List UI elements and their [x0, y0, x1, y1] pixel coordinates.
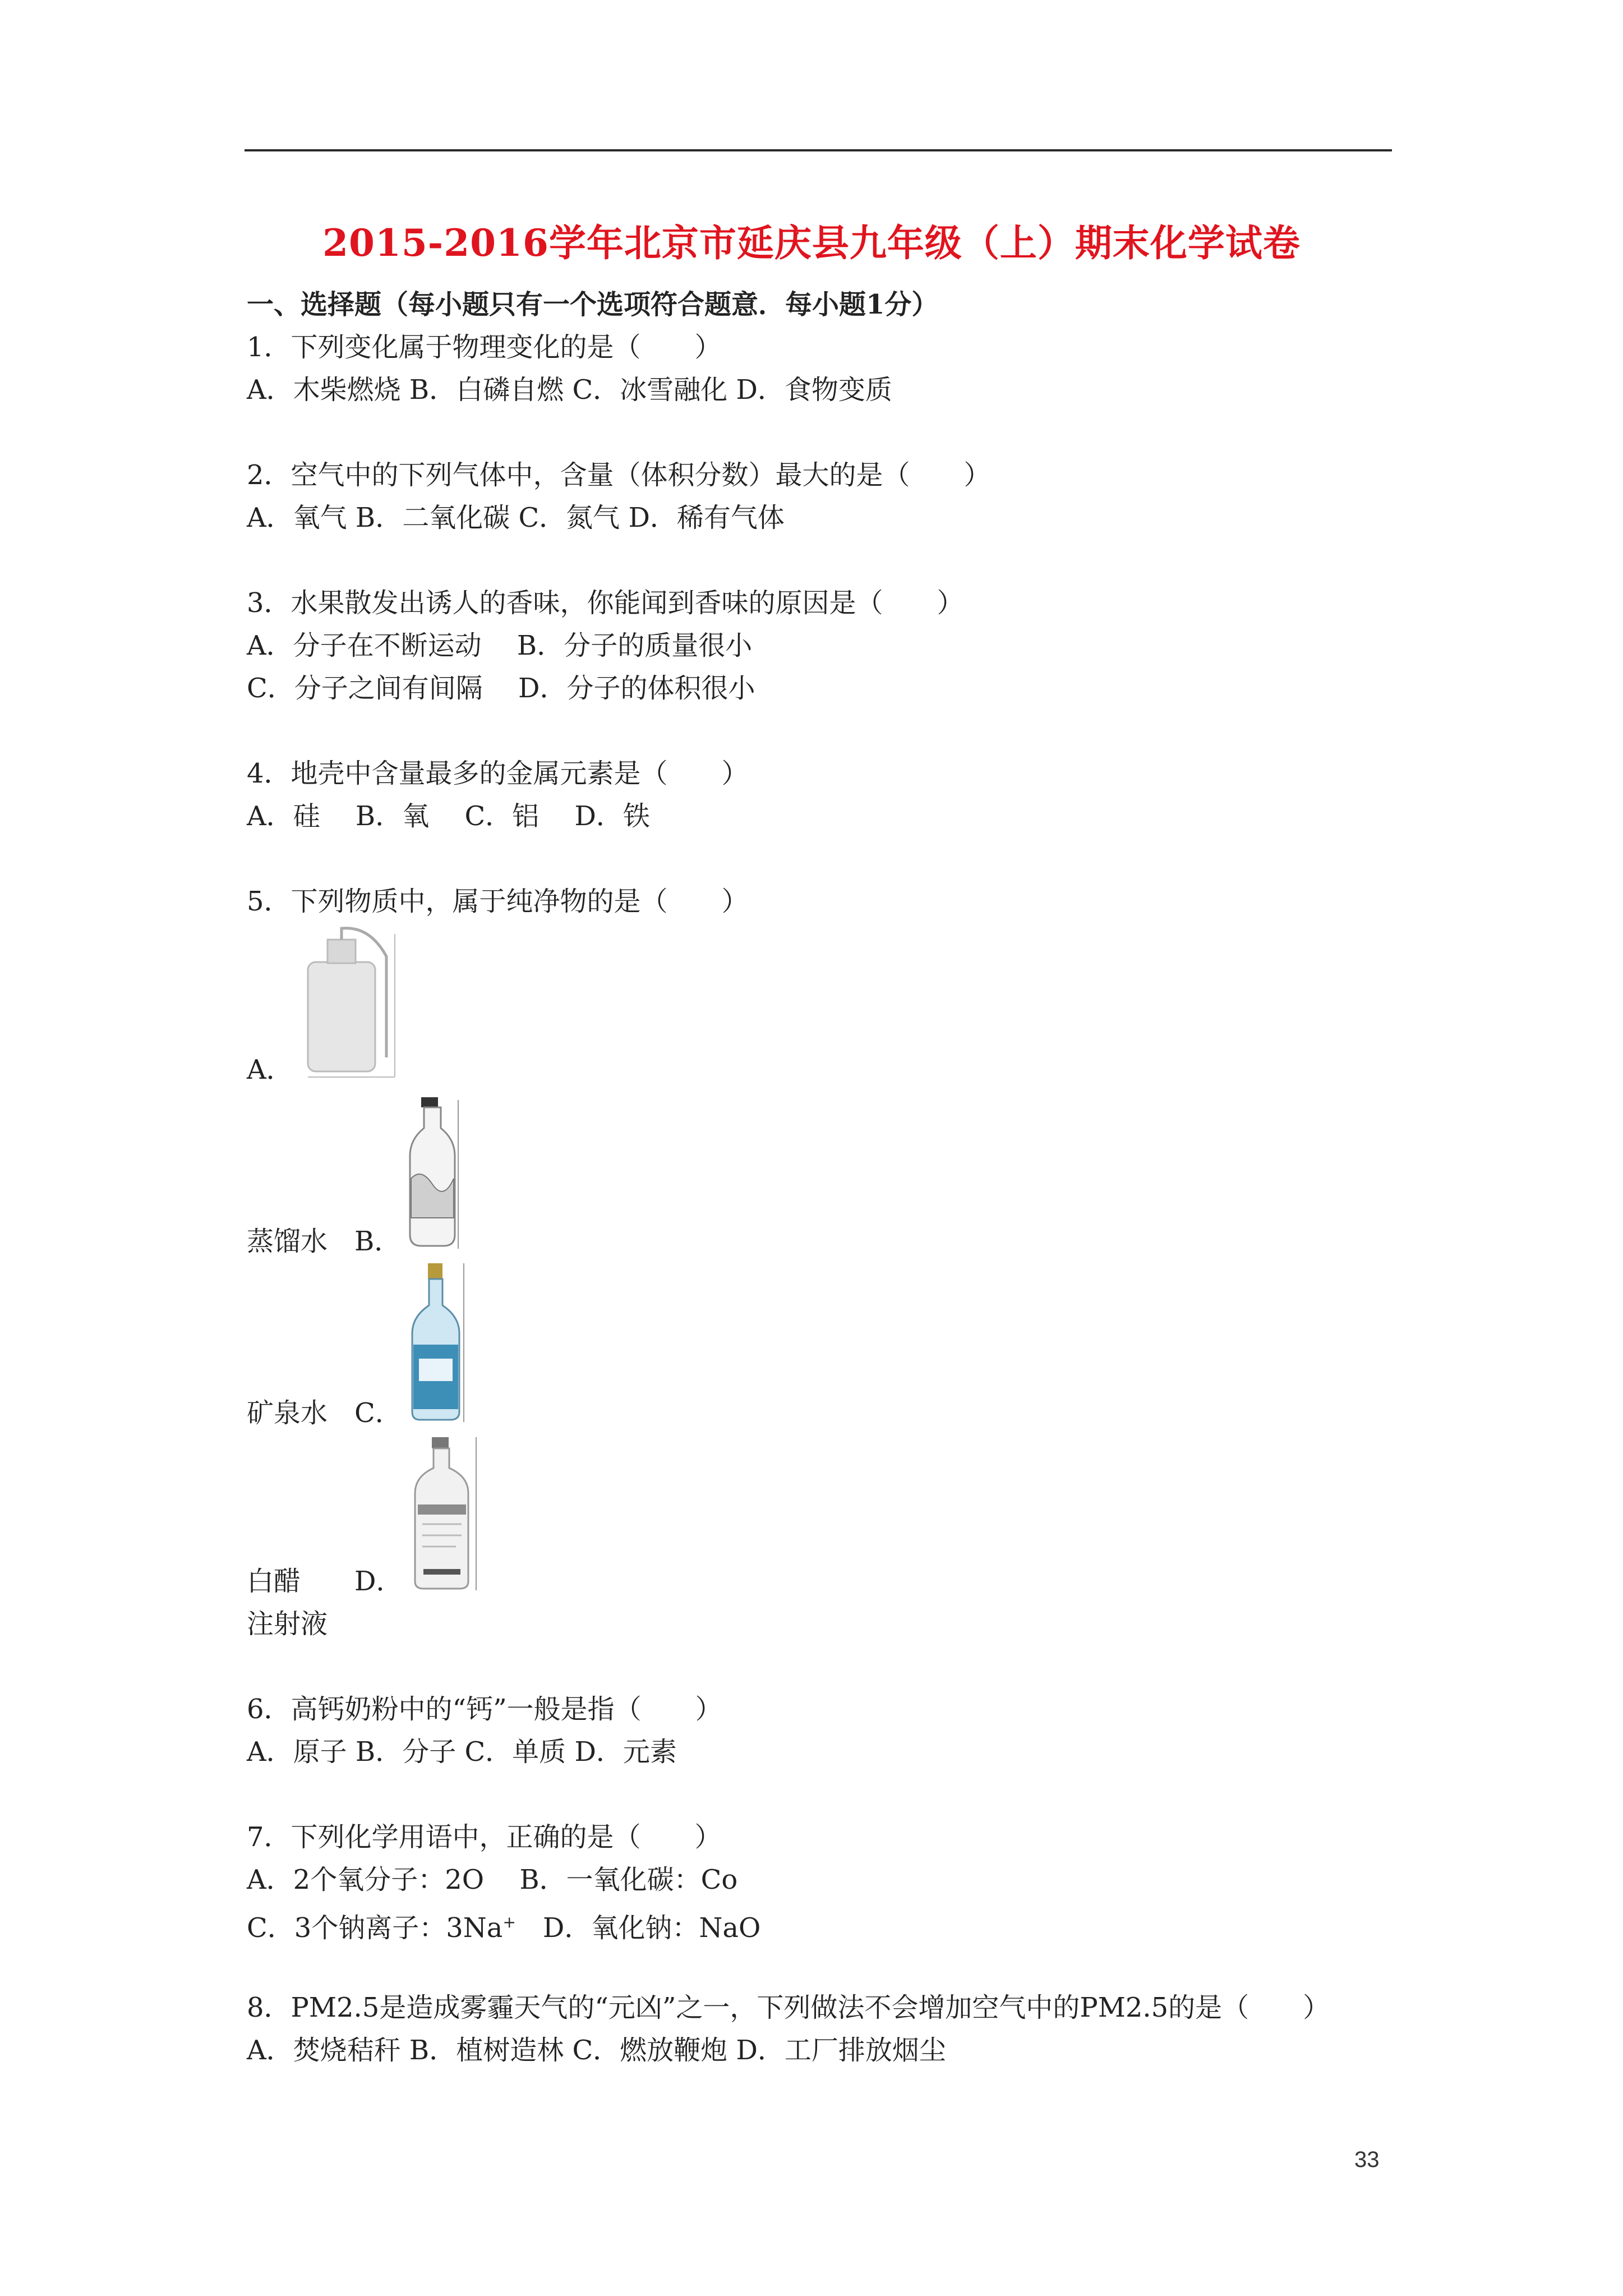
option-label: A． — [247, 1054, 293, 1085]
question-5-option-d — [247, 1434, 1396, 1603]
question-5-stem: 5．下列物质中，属于纯净物的是（ ） — [247, 886, 749, 917]
question-7-options-cd — [247, 1901, 1396, 1944]
page-title: 2015-2016学年北京市延庆县九年级（上）期末化学试卷 — [322, 221, 1301, 265]
question-1-stem: 1．下列变化属于物理变化的是（ ） — [247, 332, 722, 363]
question-7-options-ab: A．2个氧分子：2O B．一氧化碳：Co — [247, 1864, 738, 1895]
option-label: 白醋 D． — [247, 1566, 403, 1597]
question-1-options: A．木柴燃烧 B．白磷自燃 C．冰雪融化 D．食物变质 — [247, 374, 892, 406]
question-3-options-ab: A．分子在不断运动 B．分子的质量很小 — [247, 630, 753, 661]
question-5-option-a — [247, 923, 1396, 1091]
option-label: 矿泉水 C． — [247, 1397, 402, 1429]
question-3-stem: 3．水果散发出诱人的香味，你能闻到香味的原因是（ ） — [247, 587, 964, 619]
question-4-stem: 4．地壳中含量最多的金属元素是（ ） — [247, 758, 749, 789]
question-6-stem: 6．高钙奶粉中的“钙”一般是指（ ） — [247, 1694, 722, 1725]
question-5-option-d-label: 注射液 — [247, 1608, 328, 1640]
page-number: 33 — [1354, 2147, 1380, 2172]
ion-charge: + — [502, 1913, 516, 1931]
question-8-stem: 8．PM2.5是造成雾霾天气的“元凶”之一，下列做法不会增加空气中的PM2.5的是（ ） — [247, 1992, 1330, 2023]
question-5-option-c — [247, 1263, 1396, 1434]
water-bottle-icon — [404, 1094, 460, 1251]
question-4-options: A．硅 B．氧 C．铝 D．铁 — [247, 800, 650, 832]
question-2-stem: 2．空气中的下列气体中，含量（体积分数）最大的是（ ） — [247, 459, 991, 491]
option-c-text: C．3个钠离子：3Na — [247, 1912, 503, 1944]
question-2-options: A．氧气 B．二氧化碳 C．氮气 D．稀有气体 — [247, 502, 785, 533]
option-label: 蒸馏水 B． — [247, 1226, 402, 1257]
wash-bottle-icon — [297, 923, 398, 1080]
header-rule — [245, 149, 1392, 151]
question-3-options-cd: C．分子之间有间隔 D．分子的体积很小 — [247, 673, 755, 704]
injection-bottle-icon — [407, 1434, 479, 1591]
question-6-options: A．原子 B．分子 C．单质 D．元素 — [247, 1736, 677, 1768]
questions-body — [247, 283, 1396, 2072]
question-7-stem: 7．下列化学用语中，正确的是（ ） — [247, 1821, 722, 1853]
question-8-options: A．焚烧秸秆 B．植树造林 C．燃放鞭炮 D．工厂排放烟尘 — [247, 2035, 946, 2066]
vinegar-bottle-icon — [405, 1260, 467, 1423]
option-d-text: D．氧化钠：NaO — [515, 1912, 761, 1944]
question-5-option-b — [247, 1091, 1396, 1263]
section-heading: 一、选择题（每小题只有一个选项符合题意．每小题1分） — [247, 289, 939, 320]
